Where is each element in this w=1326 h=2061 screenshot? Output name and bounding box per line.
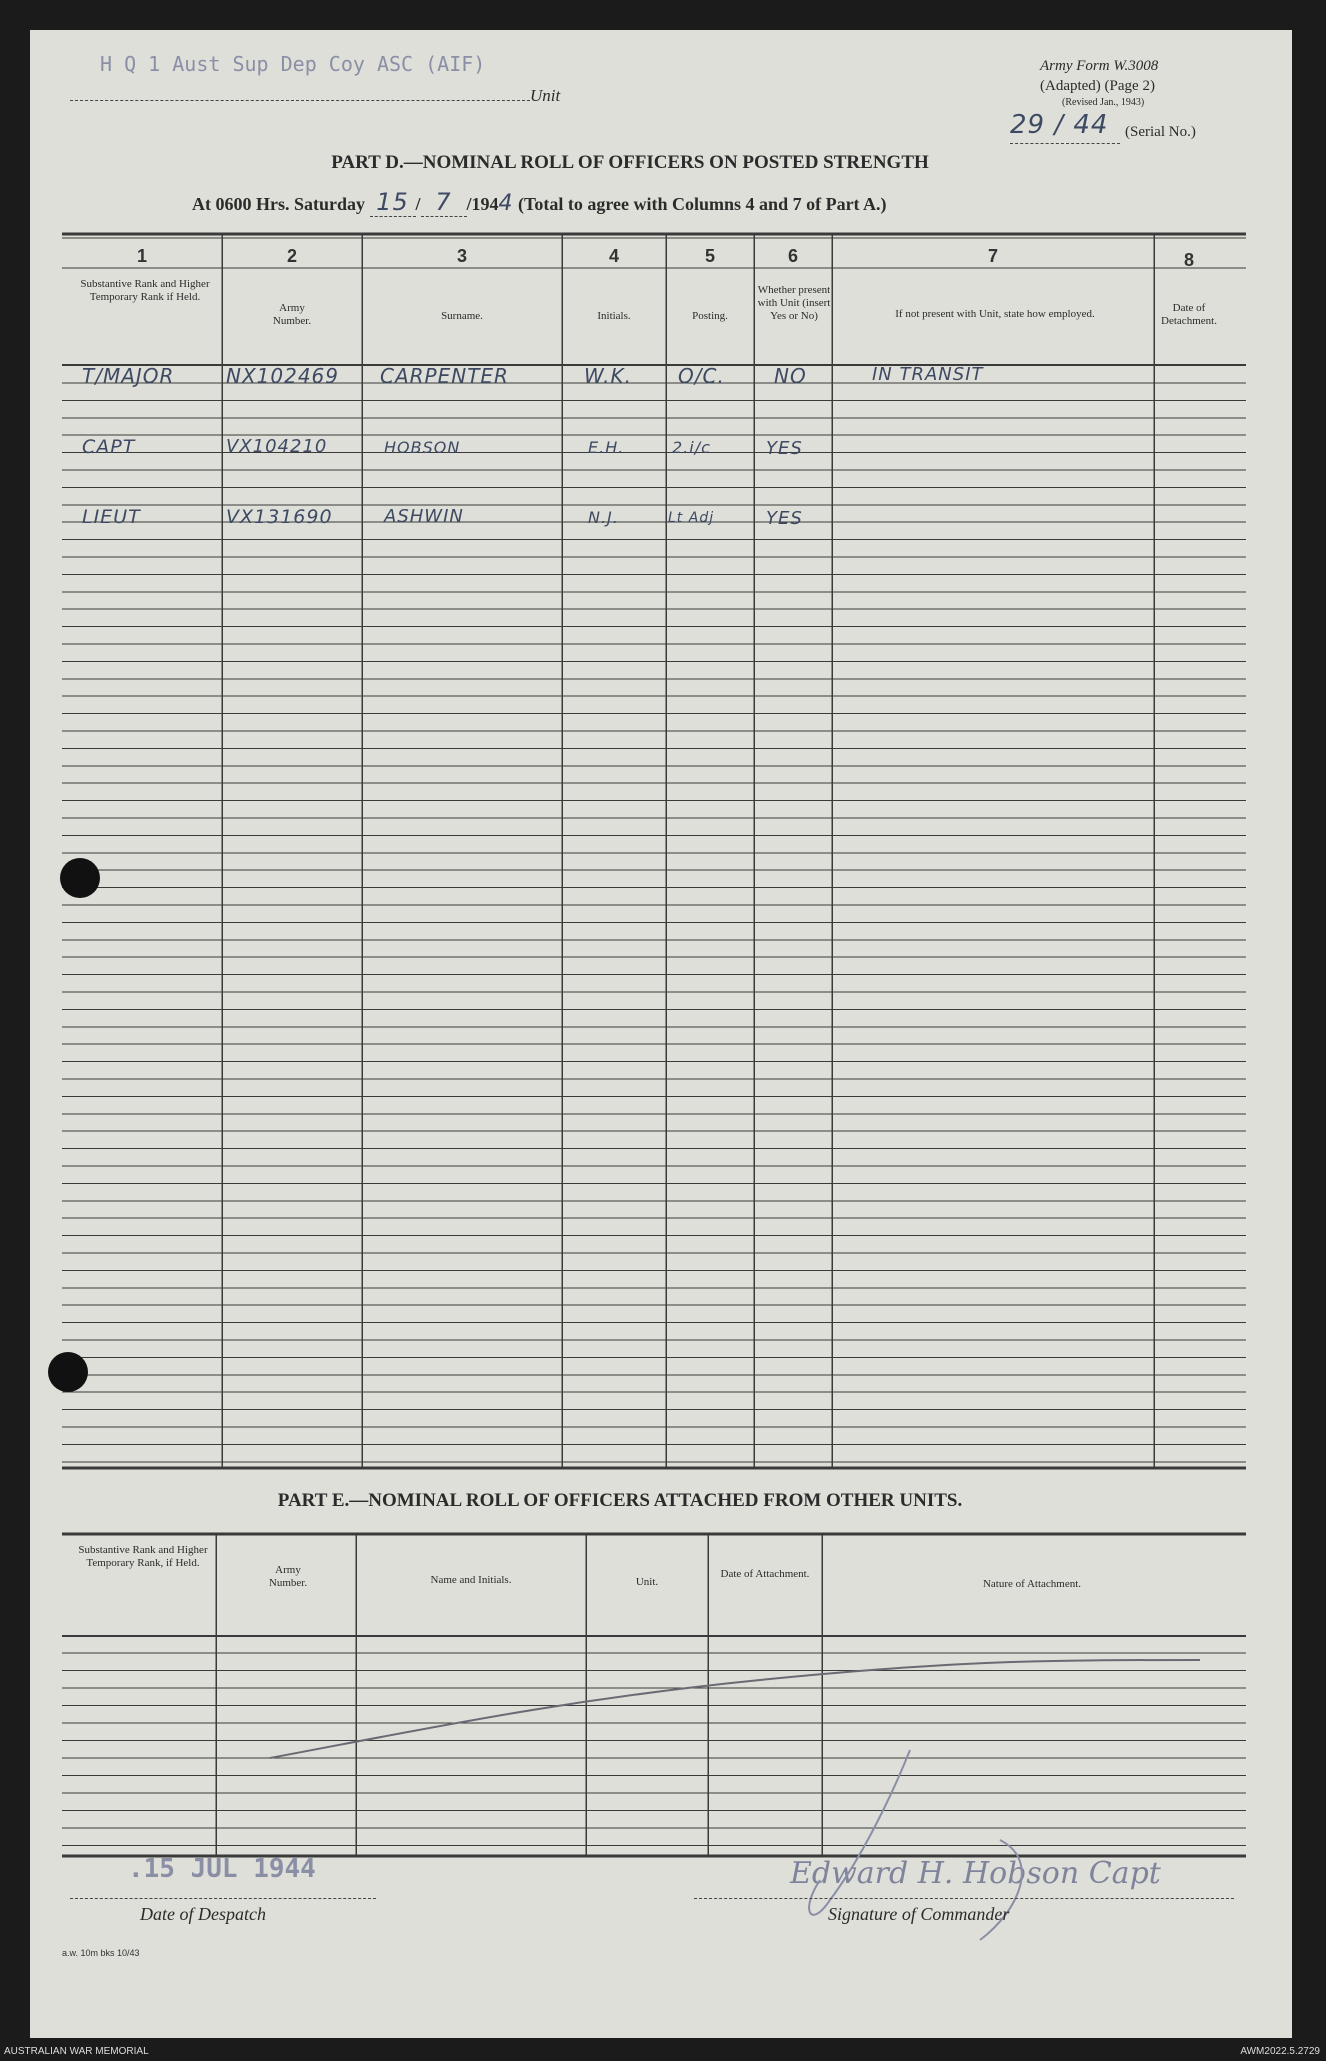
header-army-number: Army Number. (272, 302, 312, 327)
row1-rank: T/MAJOR (82, 364, 175, 388)
form-name: Army Form W.3008 (1040, 58, 1159, 74)
part-e-header-nature: Nature of Attachment. (982, 1578, 1082, 1590)
header-employment: If not present with Unit, state how employed. (895, 308, 1095, 320)
row3-present: YES (766, 508, 803, 529)
row2-surname: HOBSON (384, 438, 461, 457)
row1-present: NO (774, 364, 807, 388)
part-e-header-attach-date: Date of Attachment. (720, 1568, 810, 1580)
signature-flourish (780, 1740, 1160, 1960)
col-number-8: 8 (1183, 250, 1194, 270)
date-day: 15 (370, 188, 416, 217)
row2-initials: E.H. (588, 438, 625, 457)
row3-initials: N.J. (588, 508, 619, 527)
punch-hole-bottom (48, 1352, 88, 1392)
part-e-header-army-number: Army Number. (268, 1564, 308, 1589)
date-month: 7 (421, 188, 467, 217)
row3-surname: ASHWIN (384, 506, 464, 527)
footer-right: AWM2022.5.2729 (1240, 2046, 1320, 2057)
header-initials: Initials. (597, 310, 631, 322)
year-digit: 4 (498, 191, 514, 216)
col-number-5: 5 (704, 246, 715, 266)
header-posting: Posting. (692, 310, 728, 322)
part-e-header-unit: Unit. (635, 1576, 659, 1588)
at-prefix: At 0600 Hrs. Saturday (192, 194, 366, 214)
footer-left: AUSTRALIAN WAR MEMORIAL (4, 2046, 149, 2057)
signature-dotted-line (694, 1898, 1234, 1899)
header-detachment-date: Date of Detachment. (1161, 302, 1217, 327)
header-rank: Substantive Rank and Higher Temporary Rank if Held. (80, 278, 210, 303)
row3-army-number: VX131690 (226, 506, 333, 528)
total-note: (Total to agree with Columns 4 and 7 of Part A.) (518, 194, 887, 214)
print-code: a.w. 10m bks 10/43 (62, 1948, 140, 1958)
col-number-4: 4 (608, 246, 619, 266)
row1-posting: O/C. (678, 364, 725, 388)
form-revised: (Revised Jan., 1943) (1062, 97, 1145, 108)
header-surname: Surname. (441, 310, 483, 322)
part-e-title: PART E.—NOMINAL ROLL OF OFFICERS ATTACHED FROM OTHER UNITS. (277, 1490, 963, 1511)
col-number-1: 1 (136, 246, 147, 266)
row1-employment: IN TRANSIT (872, 364, 984, 385)
serial-number: 29 / 44 (1010, 110, 1109, 140)
serial-label: (Serial No.) (1125, 124, 1196, 140)
date-line: At 0600 Hrs. Saturday 15 / 7 /1944 (Total to agree with Columns 4 and 7 of Part A.) (192, 188, 887, 216)
row2-army-number: VX104210 (226, 436, 328, 457)
row1-initials: W.K. (584, 364, 632, 388)
col-number-7: 7 (987, 246, 998, 266)
unit-stamp: H Q 1 Aust Sup Dep Coy ASC (AIF) (100, 52, 486, 76)
commander-signature: Edward H. Hobson Capt (790, 1856, 1161, 1891)
row1-surname: CARPENTER (380, 364, 509, 388)
row2-posting: 2.i/c (672, 438, 711, 457)
despatch-date-stamp: .15 JUL 1944 (128, 1854, 316, 1884)
row1-army-number: NX102469 (226, 364, 340, 388)
row2-rank: CAPT (82, 436, 136, 458)
despatch-dotted-line (70, 1898, 376, 1899)
year-prefix: /194 (466, 194, 499, 214)
col-number-2: 2 (286, 246, 297, 266)
row3-rank: LIEUT (82, 506, 141, 528)
part-e-header-rank: Substantive Rank and Higher Temporary Rank, if Held. (78, 1544, 208, 1569)
col-number-6: 6 (787, 246, 798, 266)
col-number-3: 3 (456, 246, 467, 266)
form-adapted: (Adapted) (Page 2) (1040, 78, 1155, 94)
despatch-label: Date of Despatch (140, 1904, 266, 1924)
part-d-title: PART D.—NOMINAL ROLL OF OFFICERS ON POSTED STRENGTH (331, 152, 929, 173)
punch-hole-top (60, 858, 100, 898)
row2-present: YES (766, 438, 803, 459)
row3-posting: Lt Adj (668, 510, 715, 526)
unit-label: Unit (530, 86, 561, 105)
signature-label: Signature of Commander (828, 1904, 1010, 1924)
part-e-header-name: Name and Initials. (430, 1574, 512, 1586)
header-present: Whether present with Unit (insert Yes or No) (757, 284, 831, 322)
